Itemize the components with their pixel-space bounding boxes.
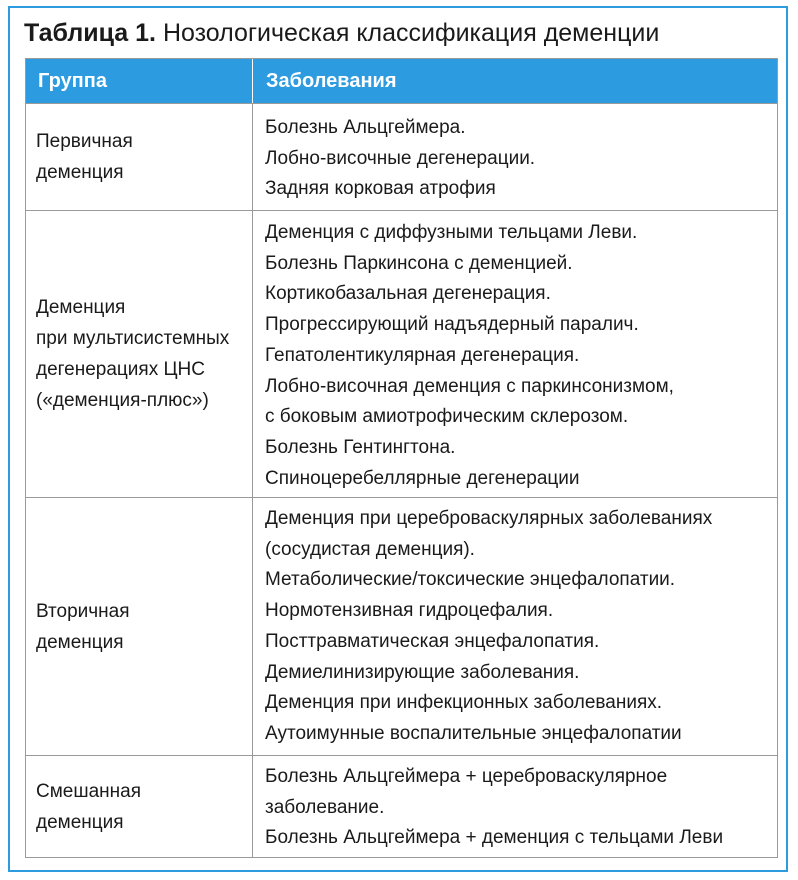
disease-item: Болезнь Альцгеймера + цереброваскулярное [265, 766, 668, 787]
group-line: деменция [36, 811, 124, 833]
disease-item: Кортикобазальная дегенерация. [265, 283, 551, 305]
group-line: Первичная [36, 131, 133, 152]
diseases-cell [253, 104, 777, 210]
table-row-multisystem [26, 210, 777, 497]
group-cell [26, 211, 253, 497]
diseases-cell [253, 211, 777, 497]
disease-item: Болезнь Альцгеймера. [265, 117, 466, 138]
group-line: деменция [36, 631, 124, 653]
disease-item: Болезнь Гентингтона. [265, 436, 456, 458]
group-line: деменция [36, 162, 124, 183]
table-row-mixed [26, 755, 777, 857]
disease-item: Деменция при цереброваскулярных заболеваниях [265, 508, 713, 529]
group-cell [26, 756, 253, 857]
table-title [24, 16, 659, 50]
disease-item: Болезнь Паркинсона с деменцией. [265, 252, 573, 274]
disease-item: Деменция при инфекционных заболеваниях. [265, 692, 663, 714]
disease-item: Демиелинизирующие заболевания. [265, 661, 580, 683]
disease-item: Деменция с диффузными тельцами Леви. [265, 222, 638, 243]
group-line: Вторичная [36, 600, 130, 622]
disease-item: с боковым амиотрофическим склерозом. [265, 406, 629, 428]
group-line: Смешанная [36, 780, 142, 802]
disease-item: Лобно-височная деменция с паркинсонизмом, [265, 375, 674, 397]
diseases-cell [253, 498, 777, 755]
disease-item: Спиноцеребеллярные дегенерации [265, 467, 580, 489]
group-line: («деменция-плюс») [36, 390, 209, 411]
group-line: дегенерациях ЦНС [36, 359, 205, 380]
table-header [26, 59, 777, 103]
header-divider [252, 59, 253, 103]
table-title-text: Нозологическая классификация деменции [162, 19, 660, 47]
group-cell [26, 498, 253, 755]
header-group: Группа [38, 70, 107, 92]
disease-item: Гепатолентикулярная дегенерация. [265, 344, 580, 366]
disease-item: Болезнь Альцгеймера + деменция с тельцами Леви [265, 827, 724, 849]
disease-item: Метаболические/токсические энцефалопатии. [265, 569, 676, 591]
disease-item: Посттравматическая энцефалопатия. [265, 630, 600, 652]
disease-item: Задняя корковая атрофия [265, 178, 496, 200]
table-number: Таблица 1. [24, 19, 156, 47]
disease-item: Лобно-височные дегенерации. [265, 147, 536, 169]
table-row-secondary [26, 497, 777, 755]
group-cell [26, 104, 253, 210]
disease-item: Прогрессирующий надъядерный паралич. [265, 314, 639, 336]
table-row-primary [26, 103, 777, 210]
diseases-cell [253, 756, 777, 857]
group-line: Деменция [36, 297, 126, 318]
disease-item: (сосудистая деменция). [265, 538, 475, 560]
header-diseases: Заболевания [266, 70, 397, 92]
classification-table [25, 58, 778, 858]
disease-item: заболевание. [265, 796, 385, 818]
disease-item: Нормотензивная гидроцефалия. [265, 600, 554, 622]
disease-item: Аутоимунные воспалительные энцефалопатии [265, 722, 682, 744]
group-line: при мультисистемных [36, 328, 230, 349]
